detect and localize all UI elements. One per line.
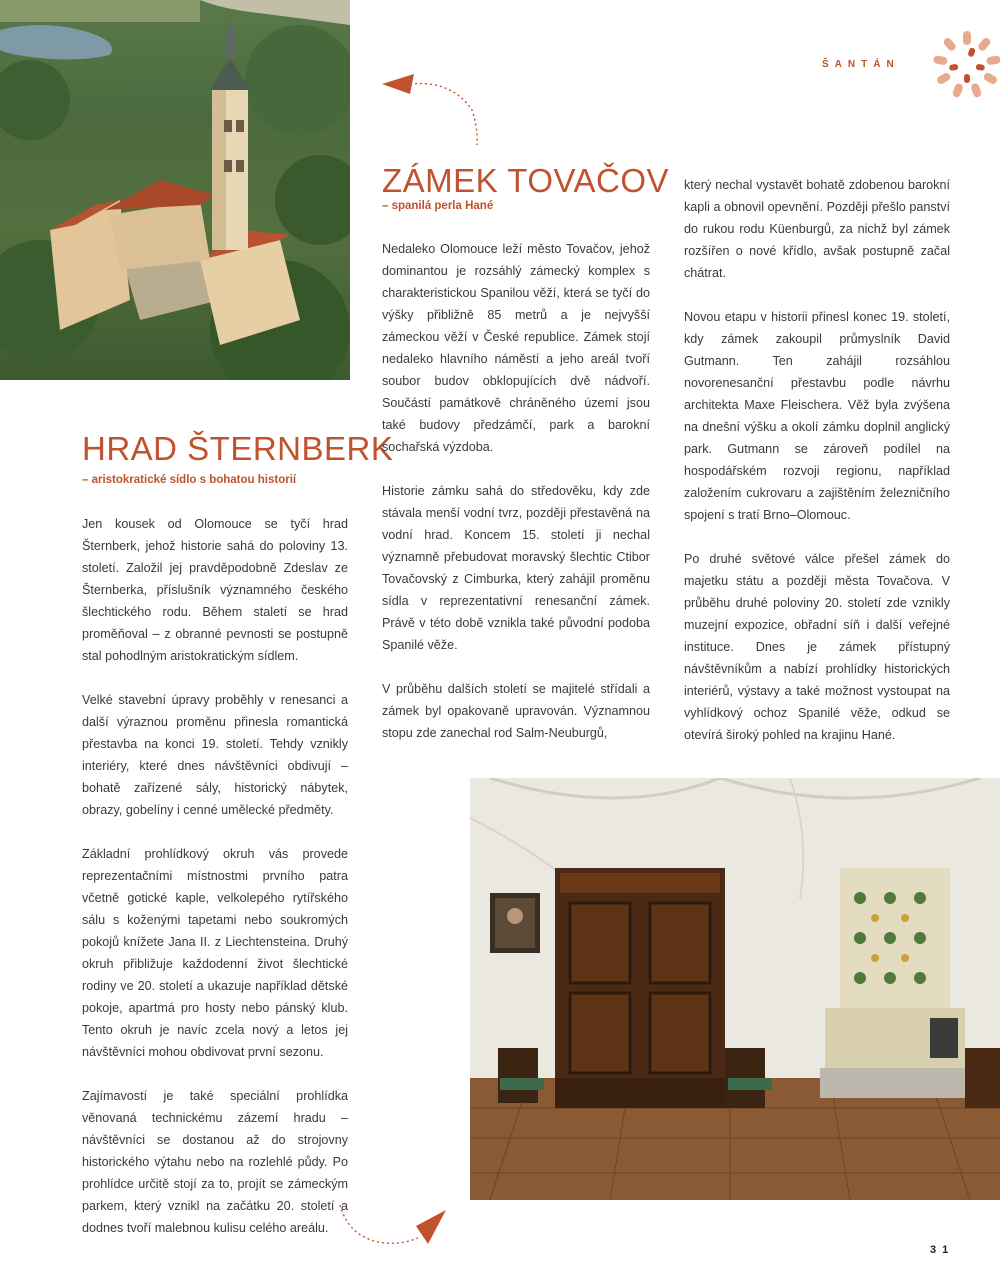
tovacov-article-column-2: [684, 174, 950, 746]
sternberk-article-body: [82, 513, 348, 1239]
curved-arrow-icon: [338, 1200, 448, 1260]
article-paragraph: Historie zámku sahá do středověku, kdy zde stávala menší vodní tvrz, později přestavěná na vodní hrad. Koncem 15. století ji nechal významně přebudovat moravský šlechtic Ctibor Tovačovský z Cimburka, který zahájil proměnu sídla v reprezentativní renesanční zámek. Právě v této době vznikla také původní podoba Spanilé věže.: [382, 484, 650, 652]
article-paragraph: Základní prohlídkový okruh vás provede reprezentačními místnostmi prvního patra včetně gotické kaple, velkolepého rytířského sálu s koženými tapetami nebo soukromých pokojů knížete Jana II. z Liechtensteina. Druhý okruh přibližuje každodenní život šlechtické rodiny ve 20. století a ukazuje například dětské pokoje, apartmá pro hosty nebo pánský klub. Tento okruh je navíc zcela nový a letos jej návštěvníci mohou obdivovat první sezonu.: [82, 847, 348, 1059]
article-paragraph: V průběhu dalších století se majitelé střídali a zámek byl opakovaně upravován. Významnou stopu zde zanechal rod Salm-Neuburgů,: [382, 682, 650, 740]
castle-aerial-illustration: [0, 0, 350, 380]
article-paragraph: který nechal vystavět bohatě zdobenou barokní kapli a obnovil opevnění. Později přešlo panství do rukou rodu Küenburgů, za nichž byl zámek rozšířen o nové křídlo, avšak postupně začal chátrat.: [684, 178, 950, 280]
page-number: 31: [930, 1244, 955, 1256]
sun-logo-icon: [930, 28, 1000, 102]
tovacov-article-column-1: [382, 238, 650, 744]
article-paragraph: Novou etapu v historii přinesl konec 19. století, kdy zámek zakoupil průmyslník David Gutmann. Ten zahájil rozsáhlou novorenesanční přestavbu podle návrhu architekta Maxe Fleischera. Věž byla zvýšena na dnešní výšku a okolí zámku doplnil anglický park. Gutmann se zároveň podílel na hospodářském rozvoji regionu, například založením cukrovaru a zajištěním železničního spojení s tratí Brno–Olomouc.: [684, 310, 950, 522]
article-paragraph: Nedaleko Olomouce leží město Tovačov, jehož dominantou je rozsáhlý zámecký komplex s charakteristickou Spanilou věží, která se tyčí do výšky přibližně 85 metrů a je nejvyšší zámeckou věží v České republice. Zámek stojí nedaleko hlavního náměstí a jeho areál tvoří soubor budov obklopujících dvě nádvoří. Součástí památkově chráněného území jsou také budovy předzámčí, park a barokní sochařská výzdoba.: [382, 242, 650, 454]
sternberk-subtitle: – aristokratické sídlo s bohatou historií: [82, 474, 297, 486]
interior-illustration: [470, 778, 1000, 1200]
article-paragraph: Jen kousek od Olomouce se tyčí hrad Šternberk, jehož historie sahá do poloviny 13. století. Založil jej pravděpodobně Zdeslav ze Šternberka, příslušník významného českého šlechtického rodu. Během staletí se hrad proměňoval – z obranné pevnosti se postupně stal pohodlným aristokratickým sídlem.: [82, 517, 348, 663]
tovacov-title: ZÁMEK TOVAČOV: [382, 162, 670, 199]
article-paragraph: Po druhé světové válce přešel zámek do majetku státu a později města Tovačova. V průběhu druhé poloviny 20. století zde vznikly muzejní expozice, obřadní síň i další veřejné instituce. Dnes je zámek přístupný návštěvníkům a nabízí prohlídky historických interiérů, výstavy a také možnost vystoupat na vyhlídkový ochoz Spanilé věže, odkud se otevírá široký pohled na krajinu Hané.: [684, 552, 950, 742]
interior-photo: [470, 778, 1000, 1200]
article-paragraph: Velké stavební úpravy proběhly v renesanci a další výraznou proměnu přinesla romantická přestavba na konci 19. století. Tehdy vznikly interiéry, které dnes návštěvníci obdivují – bohatě zařízené sály, historický nábytek, obrazy, gobelíny i cenné umělecké předměty.: [82, 693, 348, 817]
article-paragraph: Zajímavostí je také speciální prohlídka věnovaná technickému zázemí hradu – návštěvníci se dostanou až do strojovny historického výtahu nebo na rozlehlé půdy. Po prohlídce určitě stojí za to, projít se zámeckým parkem, který vznikl na začátku 20. století a dodnes tvoří malebnou kulisu celého areálu.: [82, 1089, 348, 1235]
curved-arrow-icon: [382, 70, 482, 148]
castle-aerial-photo: [0, 0, 350, 380]
sternberk-title: HRAD ŠTERNBERK: [82, 430, 394, 467]
section-label: ŠANTÁN: [822, 59, 900, 70]
tovacov-subtitle: – spanilá perla Hané: [382, 200, 494, 212]
